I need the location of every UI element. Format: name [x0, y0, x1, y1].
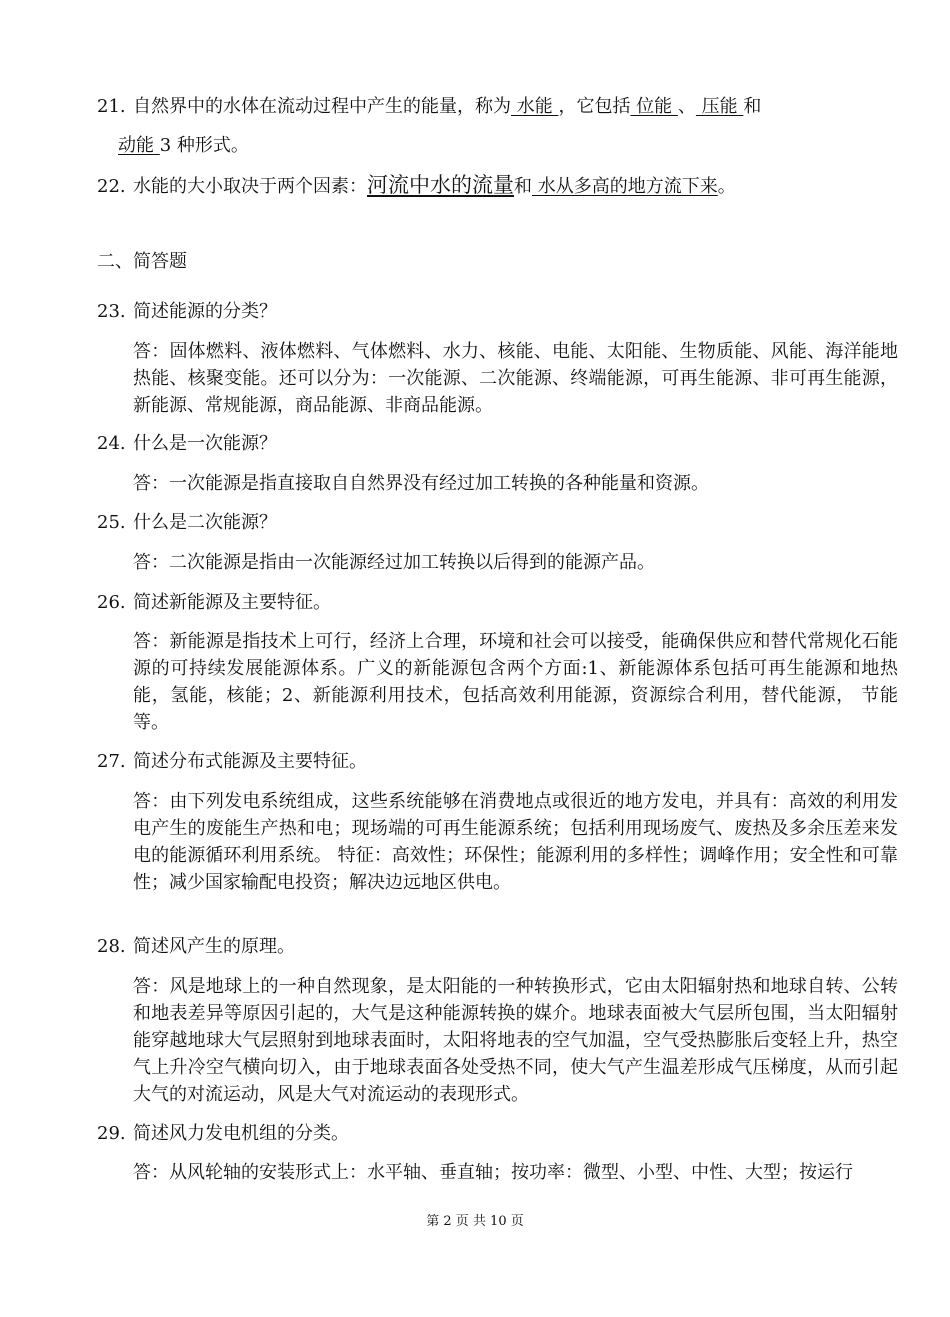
- question-text: 简述新能源及主要特征。: [133, 592, 331, 613]
- answer-blank: 动能: [118, 135, 160, 156]
- question-number: 21.: [97, 96, 126, 117]
- answer-text: 答：从风轮轴的安装形式上：水平轴、垂直轴；按功率：微型、小型、中性、大型；按运行: [133, 1162, 853, 1183]
- answer-blank: 压能: [695, 96, 744, 117]
- question-number: 26.: [97, 592, 126, 613]
- question-number: 22.: [97, 176, 126, 197]
- question-text: 什么是二次能源？: [133, 512, 277, 533]
- question-number: 23.: [97, 301, 126, 322]
- question-text: 和: [514, 176, 532, 197]
- question-number: 24.: [97, 433, 126, 454]
- question-text: 水能的大小取决于两个因素：: [133, 176, 367, 197]
- answer-text: 答：二次能源是指由一次能源经过加工转换以后得到的能源产品。: [133, 552, 655, 573]
- question-text: 简述风力发电机组的分类。: [133, 1123, 349, 1144]
- question-text: 简述能源的分类？: [133, 301, 277, 322]
- section-title: 二、简答题: [97, 251, 187, 272]
- answer-text: 答：新能源是指技术上可行，经济上合理，环境和社会可以接受，能确保供应和替代常规化石能源的可持续发展能源体系。广义的新能源包含两个方面:1、新能源体系包括可再生能源和地热能，氢能，核能；2、新能源利用技术，包括高效利用能源，资源综合利用，替代能源， 节能等。: [133, 631, 898, 733]
- question-text: 什么是一次能源？: [133, 433, 277, 454]
- question-text: ，它包括: [558, 96, 631, 117]
- answer-blank: 水从多高的地方流下来: [532, 176, 718, 197]
- answer-blank: 河流中水的流量: [367, 173, 514, 197]
- question-21-line-2: [118, 135, 249, 157]
- answer-text: 答：风是地球上的一种自然现象，是太阳能的一种转换形式，它由太阳辐射热和地球自转、公转和地表差异等原因引起的，大气是这种能源转换的媒介。地球表面被大气层所包围，当太阳辐射能穿越地球大气层照射到地球表面时，太阳将地表的空气加温，空气受热膨胀后变轻上升，热空气上升冷空气横向切入，由于地球表面各处受热不同，使大气产生温差形成气压梯度，从而引起大气的对流运动，风是大气对流运动的表现形式。: [133, 976, 898, 1105]
- answer-blank: 水能: [511, 96, 559, 117]
- question-number: 28.: [97, 936, 126, 957]
- question-22-line: [133, 174, 736, 198]
- answer-text: 答：固体燃料、液体燃料、气体燃料、水力、核能、电能、太阳能、生物质能、风能、海洋能地热能、核聚变能。还可以分为：一次能源、二次能源、终端能源，可再生能源、非可再生能源，新能源、常规能源，商品能源、非商品能源。: [133, 341, 898, 416]
- question-text: 自然界中的水体在流动过程中产生的能量，称为: [133, 96, 511, 117]
- page-footer: 第 2 页 共 10 页: [426, 1214, 524, 1229]
- question-text: 和: [743, 96, 762, 117]
- question-text: 。: [717, 176, 736, 197]
- answer-blank: 位能: [630, 96, 678, 117]
- question-number: 25.: [97, 512, 126, 533]
- question-text: 3 种形式。: [159, 135, 249, 156]
- question-text: 、: [677, 96, 696, 117]
- question-text: 简述分布式能源及主要特征。: [133, 751, 367, 772]
- question-text: 简述风产生的原理。: [133, 936, 295, 957]
- question-21-line-1: [133, 96, 761, 118]
- answer-text: 答：一次能源是指直接取自自然界没有经过加工转换的各种能量和资源。: [133, 473, 709, 494]
- question-number: 27.: [97, 751, 126, 772]
- question-number: 29.: [97, 1123, 126, 1144]
- answer-text: 答：由下列发电系统组成，这些系统能够在消费地点或很近的地方发电，并具有：高效的利用发电产生的废能生产热和电；现场端的可再生能源系统；包括利用现场废气、废热及多余压差来发电的能源循环利用系统。 特征：高效性；环保性；能源利用的多样性；调峰作用；安全性和可靠性；减少国家输配电投资；解决边远地区供电。: [133, 791, 898, 893]
